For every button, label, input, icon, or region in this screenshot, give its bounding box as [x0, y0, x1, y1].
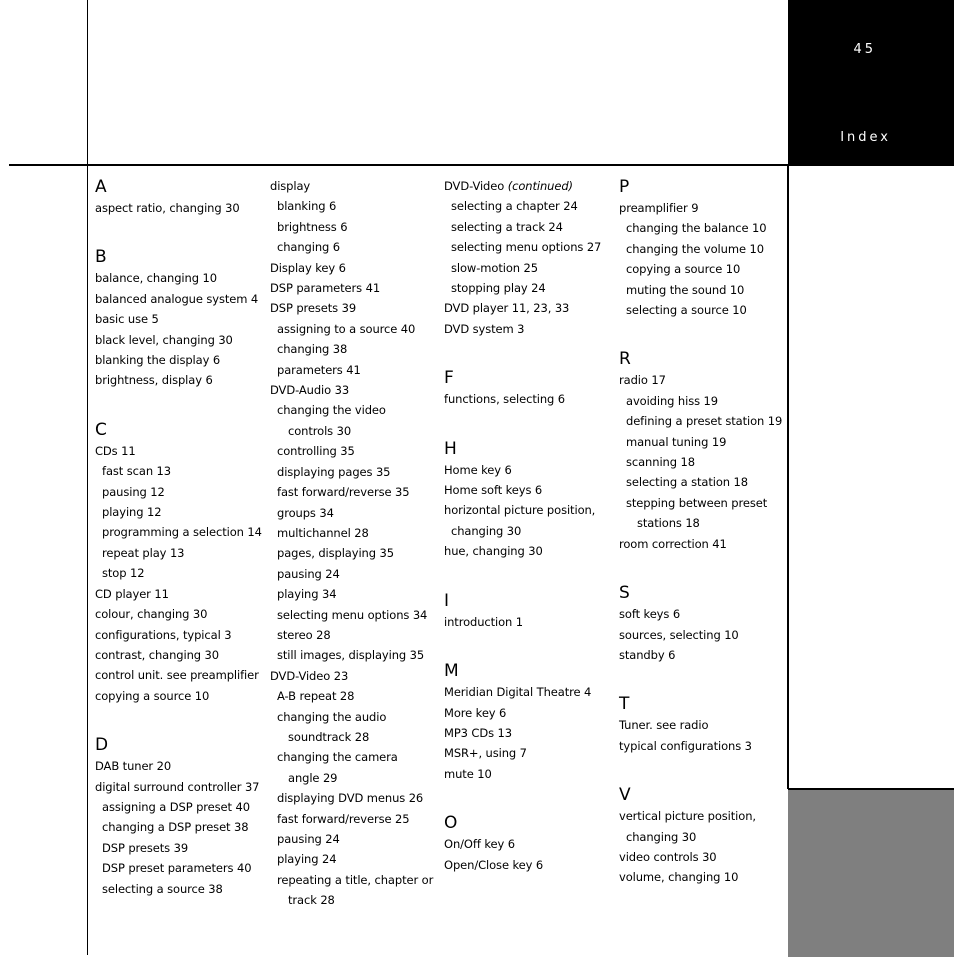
index-subentry	[95, 522, 263, 542]
index-entry	[95, 777, 263, 797]
index-letter-heading: C	[95, 419, 107, 440]
index-group	[444, 176, 612, 339]
index-entry-text: mute 10	[444, 766, 492, 781]
index-subentry	[95, 858, 263, 878]
index-entry-text: fast scan 13	[102, 464, 171, 479]
index-entry-text: assigning a DSP preset 40	[102, 799, 250, 814]
index-entry-text: brightness, display 6	[95, 373, 213, 388]
index-group	[95, 419, 263, 706]
index-entry	[444, 723, 612, 743]
index-subentry	[619, 472, 787, 492]
index-entry-text: avoiding hiss 19	[626, 393, 718, 408]
index-entry-text: defining a preset station 19	[626, 414, 783, 429]
index-subentry	[95, 797, 263, 817]
index-letter-heading: R	[619, 349, 631, 370]
index-letter-heading: T	[619, 694, 630, 715]
index-entry	[444, 500, 612, 520]
index-entry-text: selecting a source 10	[626, 303, 747, 318]
index-subentry	[95, 502, 263, 522]
index-entry	[270, 278, 438, 298]
index-letter-heading: O	[444, 813, 458, 834]
index-entry-text: DVD system 3	[444, 321, 525, 336]
index-entry	[95, 625, 263, 645]
index-group	[95, 176, 263, 218]
index-entry-text: display	[270, 179, 311, 193]
index-entry-text: DSP preset parameters 40	[102, 861, 252, 876]
index-entry	[619, 370, 787, 390]
index-subentry	[619, 300, 787, 320]
index-entry-text: DVD-Audio 33	[270, 383, 350, 398]
index-entry-text: repeat play 13	[102, 545, 185, 560]
index-group	[619, 693, 787, 756]
index-entry-text: copying a source 10	[626, 262, 741, 277]
index-subentry	[270, 870, 438, 890]
index-entry-text: DVD-Video	[444, 179, 508, 193]
index-entry-text: digital surround controller 37	[95, 779, 260, 794]
index-letter-heading: B	[95, 247, 107, 268]
index-entry	[95, 604, 263, 624]
index-letter-heading: P	[619, 177, 630, 197]
index-subentry	[444, 217, 612, 237]
index-entry	[444, 855, 612, 875]
index-entry-text: still images, displaying 35	[277, 648, 425, 663]
index-subentry	[619, 280, 787, 300]
index-entry-text: selecting menu options 34	[277, 607, 428, 622]
index-entry-text: control unit. see preamplifier	[95, 668, 259, 683]
index-entry-text: basic use 5	[95, 312, 159, 327]
page-number: 45	[853, 42, 876, 57]
index-subentry	[270, 339, 438, 359]
index-entry	[619, 198, 787, 218]
index-subentry	[270, 727, 438, 747]
index-group	[270, 176, 438, 911]
index-entry-text: assigning to a source 40	[277, 321, 416, 336]
index-entry	[619, 534, 787, 554]
index-letter-heading: V	[619, 785, 631, 806]
index-entry-text: A-B repeat 28	[277, 689, 355, 704]
index-entry-text: fast forward/reverse 25	[277, 811, 410, 826]
index-entry-note: (continued)	[507, 179, 573, 193]
index-group	[95, 734, 263, 899]
index-entry-text: controls 30	[288, 423, 352, 438]
index-entry-text: functions, selecting 6	[444, 392, 566, 407]
index-subentry	[270, 543, 438, 563]
index-entry-text: displaying pages 35	[277, 464, 391, 479]
index-entry-text: Tuner. see radio	[619, 718, 709, 733]
index-entry	[95, 370, 263, 390]
index-entry-text: balance, changing 10	[95, 271, 217, 286]
index-entry-text: pausing 24	[277, 832, 340, 846]
index-entry-text: Meridian Digital Theatre 4	[444, 685, 592, 700]
index-column-4	[619, 176, 787, 916]
index-letter-heading: S	[619, 583, 630, 604]
index-entry-text: soft keys 6	[619, 607, 681, 622]
index-entry-text: vertical picture position,	[619, 809, 756, 824]
index-entry-text: DVD-Video 23	[270, 668, 349, 683]
index-entry-text: introduction 1	[444, 614, 524, 629]
index-entry	[619, 806, 787, 826]
index-subentry	[95, 563, 263, 583]
index-subentry	[270, 890, 438, 910]
index-entry-text: radio 17	[619, 373, 666, 388]
header-tab	[788, 0, 954, 166]
index-entry-text: DAB tuner 20	[95, 759, 172, 774]
index-subentry	[270, 400, 438, 420]
index-entry-text: changing the balance 10	[626, 221, 767, 236]
index-entry-text: playing 34	[277, 587, 337, 602]
index-subentry	[95, 482, 263, 502]
index-entry	[270, 176, 438, 196]
index-subentry	[270, 360, 438, 380]
index-subentry	[619, 493, 787, 513]
index-entry	[444, 298, 612, 318]
index-entry	[619, 625, 787, 645]
index-entry	[444, 541, 612, 561]
header-rule	[9, 164, 788, 166]
index-subentry	[270, 523, 438, 543]
index-group	[95, 246, 263, 390]
index-subentry	[95, 461, 263, 481]
index-subentry	[619, 239, 787, 259]
index-subentry	[95, 879, 263, 899]
index-entry-text: fast forward/reverse 35	[277, 485, 410, 500]
index-entry	[444, 834, 612, 854]
index-letter-heading: F	[444, 368, 454, 389]
index-subentry	[270, 605, 438, 625]
index-entry	[95, 330, 263, 350]
index-entry-text: track 28	[288, 893, 335, 908]
index-entry	[95, 289, 263, 309]
index-entry-text: balanced analogue system 4	[95, 291, 259, 306]
index-entry-text: brightness 6	[277, 219, 348, 234]
index-subentry	[270, 788, 438, 808]
index-entry-text: changing the video	[277, 403, 386, 418]
index-entry-text: changing a DSP preset 38	[102, 820, 249, 835]
index-subentry	[270, 421, 438, 441]
index-entry-text: displaying DVD menus 26	[277, 791, 424, 806]
index-entry-text: pausing 24	[277, 566, 340, 581]
index-entry	[444, 743, 612, 763]
index-subentry	[270, 441, 438, 461]
index-entry-text: blanking 6	[277, 199, 337, 214]
index-letter-heading: I	[444, 590, 450, 611]
index-entry-text: hue, changing 30	[444, 544, 543, 559]
index-entry-text: changing 6	[277, 240, 341, 255]
index-entry-text: Home key 6	[444, 462, 512, 477]
footer-tab	[788, 788, 954, 957]
index-entry-text: standby 6	[619, 647, 676, 662]
index-entry-text: changing 30	[626, 829, 697, 844]
index-entry-text: playing 12	[102, 505, 162, 520]
index-subentry	[270, 462, 438, 482]
index-entry	[95, 350, 263, 370]
index-entry-text: groups 34	[277, 505, 334, 520]
index-entry-text: stepping between preset	[626, 495, 768, 510]
index-entry-text: stopping play 24	[451, 281, 546, 296]
index-entry-text: Display key 6	[270, 260, 346, 275]
index-entry-text: stations 18	[637, 516, 700, 531]
index-subentry	[619, 218, 787, 238]
index-subentry	[270, 217, 438, 237]
index-column-2	[270, 176, 438, 939]
index-group	[444, 590, 612, 632]
index-entry-text: configurations, typical 3	[95, 627, 232, 642]
index-subentry	[444, 258, 612, 278]
index-entry	[444, 682, 612, 702]
index-entry-text: changing 30	[451, 523, 522, 538]
index-subentry	[270, 237, 438, 257]
index-entry-text: playing 24	[277, 852, 337, 867]
index-group	[444, 812, 612, 875]
index-entry	[95, 665, 263, 685]
index-entry-text: blanking the display 6	[95, 353, 221, 368]
index-entry-text: horizontal picture position,	[444, 503, 596, 518]
index-entry	[95, 756, 263, 776]
index-entry-text: selecting a station 18	[626, 475, 748, 490]
index-entry-text: stereo 28	[277, 627, 331, 642]
index-entry	[444, 389, 612, 409]
index-entry-text: selecting a source 38	[102, 881, 223, 896]
index-entry-text: contrast, changing 30	[95, 647, 219, 662]
index-entry	[270, 380, 438, 400]
index-subentry	[270, 747, 438, 767]
index-entry-text: programming a selection 14	[102, 525, 262, 540]
index-entry	[619, 604, 787, 624]
index-subentry	[270, 503, 438, 523]
index-entry	[95, 584, 263, 604]
index-entry-text: muting the sound 10	[626, 282, 745, 297]
index-entry-text: stop 12	[102, 566, 145, 581]
index-entry-text: DSP presets 39	[102, 840, 189, 855]
index-subentry	[619, 513, 787, 533]
index-subentry	[619, 259, 787, 279]
index-group	[619, 582, 787, 665]
index-entry-text: CD player 11	[95, 586, 169, 601]
index-entry	[444, 764, 612, 784]
index-entry-text: angle 29	[288, 770, 338, 785]
index-entry-text: typical configurations 3	[619, 738, 752, 753]
index-entry-text: copying a source 10	[95, 688, 210, 703]
index-subentry	[270, 809, 438, 829]
index-entry-text: video controls 30	[619, 849, 717, 864]
index-group	[619, 176, 787, 320]
index-entry	[95, 309, 263, 329]
index-entry-text: manual tuning 19	[626, 434, 727, 449]
index-entry	[444, 703, 612, 723]
index-entry	[444, 176, 612, 196]
index-subentry	[270, 564, 438, 584]
index-entry	[619, 645, 787, 665]
index-entry-text: sources, selecting 10	[619, 627, 739, 642]
index-subentry	[270, 584, 438, 604]
index-entry	[270, 258, 438, 278]
left-margin-rule	[87, 0, 88, 955]
index-entry-text: On/Off key 6	[444, 837, 515, 852]
index-entry	[270, 666, 438, 686]
index-subentry	[95, 817, 263, 837]
index-entry	[95, 686, 263, 706]
index-entry-text: changing the audio	[277, 709, 387, 724]
index-entry	[619, 847, 787, 867]
index-letter-heading: A	[95, 177, 107, 197]
index-entry	[95, 441, 263, 461]
index-subentry	[444, 237, 612, 257]
section-title: Index	[840, 130, 891, 145]
index-entry-text: room correction 41	[619, 536, 727, 551]
index-subentry	[270, 482, 438, 502]
index-group	[619, 348, 787, 554]
index-entry	[444, 612, 612, 632]
index-subentry	[270, 196, 438, 216]
index-entry-text: changing 38	[277, 342, 348, 357]
index-subentry	[619, 827, 787, 847]
index-entry-text: slow-motion 25	[451, 260, 538, 275]
index-subentry	[270, 319, 438, 339]
index-entry-text: volume, changing 10	[619, 870, 739, 885]
index-entry-text: multichannel 28	[277, 525, 369, 540]
index-entry-text: black level, changing 30	[95, 332, 233, 347]
index-entry-text: parameters 41	[277, 362, 361, 377]
index-entry-text: pausing 12	[102, 484, 165, 499]
index-entry-text: DVD player 11, 23, 33	[444, 301, 570, 316]
index-entry-text: Open/Close key 6	[444, 857, 544, 872]
index-entry-text: changing the volume 10	[626, 241, 764, 256]
index-entry-text: selecting a track 24	[451, 219, 563, 234]
index-entry	[444, 460, 612, 480]
index-entry	[619, 867, 787, 887]
right-margin-rule	[787, 164, 789, 789]
index-subentry	[270, 645, 438, 665]
index-entry-text: DSP parameters 41	[270, 281, 381, 296]
index-entry-text: preamplifier 9	[619, 201, 699, 215]
index-entry	[270, 298, 438, 318]
index-subentry	[444, 278, 612, 298]
index-column-1	[95, 176, 263, 927]
index-subentry	[619, 411, 787, 431]
index-entry-text: selecting menu options 27	[451, 240, 602, 255]
index-entry-text: MSR+, using 7	[444, 746, 527, 761]
index-subentry	[444, 521, 612, 541]
index-subentry	[270, 707, 438, 727]
index-letter-heading: H	[444, 438, 457, 459]
index-entry-text: Home soft keys 6	[444, 483, 543, 498]
index-subentry	[444, 196, 612, 216]
index-group	[444, 367, 612, 409]
index-group	[444, 660, 612, 784]
index-entry	[619, 715, 787, 735]
index-entry	[95, 645, 263, 665]
index-column-3	[444, 176, 612, 903]
index-entry	[444, 480, 612, 500]
index-subentry	[270, 686, 438, 706]
index-entry-text: changing the camera	[277, 750, 398, 765]
index-entry-text: DSP presets 39	[270, 301, 357, 316]
index-entry-text: pages, displaying 35	[277, 546, 394, 561]
index-letter-heading: M	[444, 661, 459, 682]
index-entry-text: colour, changing 30	[95, 607, 208, 622]
index-subentry	[270, 849, 438, 869]
index-entry-text: soundtrack 28	[288, 729, 370, 744]
index-entry-text: selecting a chapter 24	[451, 199, 578, 214]
index-group	[444, 438, 612, 562]
index-subentry	[270, 625, 438, 645]
index-subentry	[619, 452, 787, 472]
index-entry	[444, 319, 612, 339]
index-entry-text: aspect ratio, changing 30	[95, 201, 240, 215]
index-entry	[619, 736, 787, 756]
index-letter-heading: D	[95, 735, 109, 756]
index-entry-text: scanning 18	[626, 455, 695, 470]
index-entry-text: controlling 35	[277, 444, 355, 459]
index-subentry	[95, 543, 263, 563]
index-subentry	[619, 432, 787, 452]
index-subentry	[270, 768, 438, 788]
index-subentry	[270, 829, 438, 849]
index-subentry	[619, 391, 787, 411]
index-entry-text: MP3 CDs 13	[444, 725, 512, 740]
index-entry	[95, 198, 263, 218]
index-entry-text: repeating a title, chapter or	[277, 872, 434, 887]
index-entry-text: More key 6	[444, 705, 507, 720]
index-subentry	[95, 838, 263, 858]
index-entry	[95, 268, 263, 288]
index-group	[619, 784, 787, 888]
index-entry-text: CDs 11	[95, 443, 136, 458]
